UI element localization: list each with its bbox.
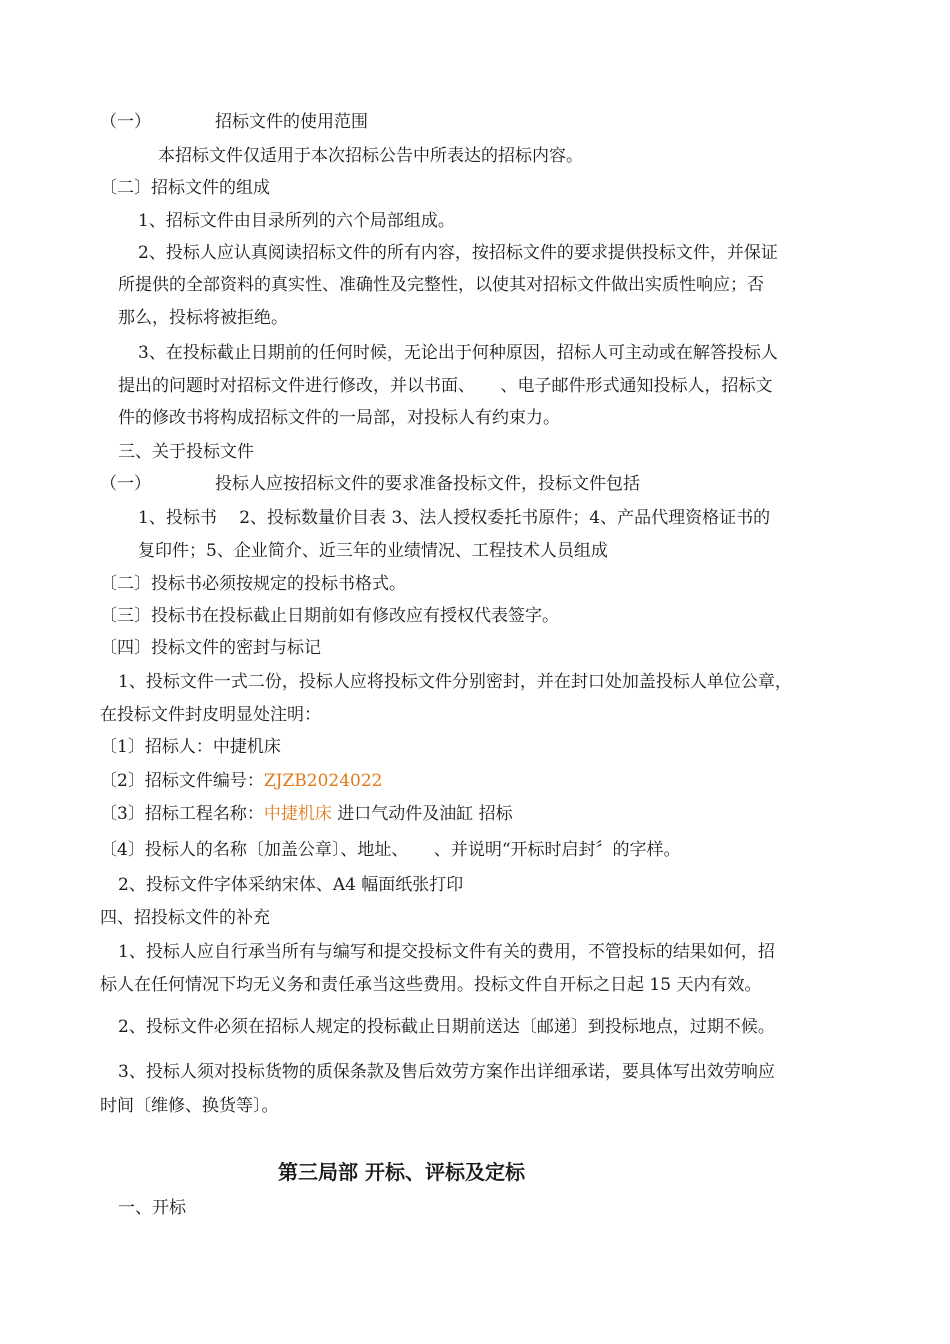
paragraph-line: 3、在投标截止日期前的任何时候，无论出于何种原因，招标人可主动或在解答投标人 (138, 343, 778, 363)
paragraph-line: 那么，投标将被拒绝。 (118, 308, 288, 328)
company-name: 中捷机床 (263, 804, 332, 824)
section-heading: 招标文件的使用范围 (215, 112, 368, 132)
paragraph-line: 标人在任何情况下均无义务和责任承当这些费用。投标文件自开标之日起 15 天内有效。 (100, 975, 762, 995)
paragraph-line: 2、投标人应认真阅读招标文件的所有内容，按招标文件的要求提供投标文件，并保证 (138, 243, 778, 263)
marking-item: 〔1〕招标人：中捷机床 (100, 737, 281, 757)
bid-document-number: ZJZB2024022 (263, 771, 383, 791)
paragraph-line: 复印件；5、企业简介、近三年的业绩情况、工程技术人员组成 (138, 541, 608, 561)
paragraph-line: 1、投标文件一式二份，投标人应将投标文件分别密封，并在封口处加盖投标人单位公章， (118, 672, 792, 692)
paragraph-line: 1、投标人应自行承当所有与编写和提交投标文件有关的费用，不管投标的结果如何，招 (118, 942, 775, 962)
section-heading: 〔四〕投标文件的密封与标记 (100, 638, 321, 658)
project-name: 进口气动件及油缸 招标 (331, 804, 513, 824)
section-number: （一） (100, 474, 151, 494)
part-heading: 四、招投标文件的补充 (100, 908, 270, 928)
section-heading: 投标人应按招标文件的要求准备投标文件，投标文件包括 (215, 474, 640, 494)
paragraph-line: 2、投标文件必须在招标人规定的投标截止日期前送达〔邮递〕到投标地点，过期不候。 (118, 1017, 775, 1037)
section-number: （一） (100, 112, 151, 132)
paragraph-line: 提出的问题时对招标文件进行修改，并以书面、 、电子邮件形式通知投标人，招标文 (118, 376, 773, 396)
section-heading: 〔二〕投标书必须按规定的投标书格式。 (100, 574, 406, 594)
marking-item: 〔4〕投标人的名称〔加盖公章〕、地址、 、并说明“开标时启封〞的字样。 (100, 840, 681, 860)
list-item: 2、投标文件字体采纳宋体、A4 幅面纸张打印 (118, 875, 464, 895)
marking-label: 〔2〕招标文件编号： (100, 771, 264, 791)
marking-item (100, 769, 382, 793)
chapter-title: 第三局部 开标、评标及定标 (278, 1160, 525, 1184)
section-heading: 〔二〕招标文件的组成 (100, 178, 270, 198)
paragraph-line: 件的修改书将构成招标文件的一局部，对投标人有约束力。 (118, 408, 560, 428)
paragraph-line: 3、投标人须对投标货物的质保条款及售后效劳方案作出详细承诺，要具体写出效劳响应 (118, 1062, 775, 1082)
marking-item (100, 802, 513, 826)
marking-label: 〔3〕招标工程名称： (100, 804, 264, 824)
paragraph-line: 所提供的全部资料的真实性、准确性及完整性，以使其对招标文件做出实质性响应；否 (118, 275, 764, 295)
list-item: 1、招标文件由目录所列的六个局部组成。 (138, 211, 455, 231)
part-heading: 三、关于投标文件 (118, 442, 254, 462)
paragraph-line: 在投标文件封皮明显处注明： (100, 705, 321, 725)
paragraph-line: 1、投标书 2、投标数量价目表 3、法人授权委托书原件；4、产品代理资格证书的 (138, 508, 771, 528)
paragraph-line: 时间〔维修、换货等〕。 (100, 1096, 279, 1116)
paragraph: 本招标文件仅适用于本次招标公告中所表达的招标内容。 (158, 146, 583, 166)
section-heading: 〔三〕投标书在投标截止日期前如有修改应有授权代表签字。 (100, 606, 559, 626)
section-heading: 一、开标 (118, 1198, 186, 1218)
